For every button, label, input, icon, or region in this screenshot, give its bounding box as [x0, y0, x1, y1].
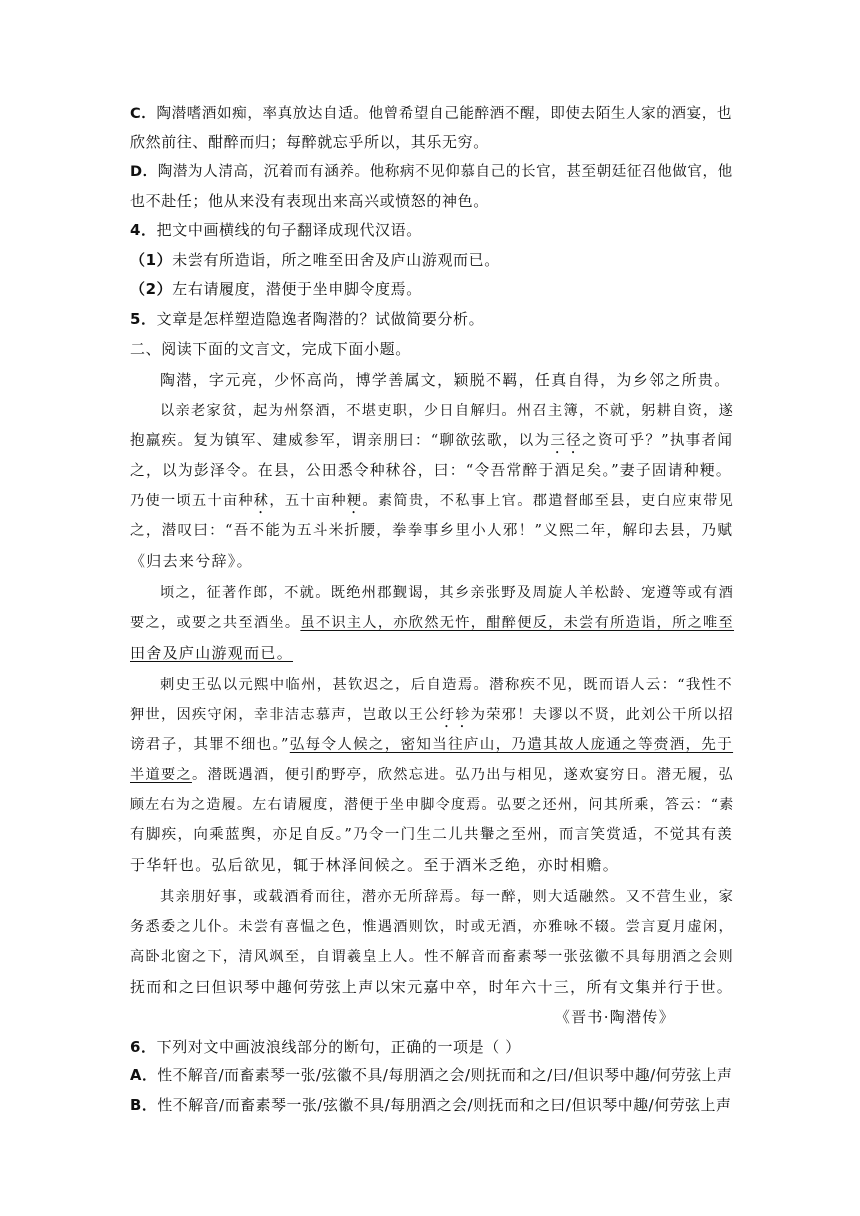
passage-text: 要之，或要之共至酒坐。: [130, 615, 301, 631]
passage-line: 刺史王弘以元熙中临州，甚钦迟之，后自造焉。潜称疾不见，既而语人云：“我性不: [160, 677, 733, 693]
underlined-sentence: 虽不识主人，亦欣然无忤，酣醉便反，未尝有所造诣，所之唯至: [300, 615, 735, 631]
option-letter: A．: [130, 1067, 158, 1084]
question-4: [130, 219, 422, 241]
passage-text: 为荣邪！夫谬以不贤，此刘公干所以招: [470, 707, 735, 723]
question-6: [130, 1036, 521, 1058]
part-text: 未尝有所造诣，所之唯至田舍及庐山游观而已。: [172, 251, 500, 269]
passage-text: 抱羸疾。复为镇军、建威参军，谓亲朋曰：“聊欲弦歌，以为: [130, 433, 551, 449]
question-number: 4．: [130, 221, 157, 239]
passage-line: [130, 612, 734, 634]
passage-line: 其亲朋好事，或载酒肴而往，潜亦无所辞焉。每一醉，则大适融然。又不营生业，家: [160, 889, 735, 905]
passage-line: [130, 764, 734, 786]
underlined-sentence: 弘每令人候之，密知当往庐山，乃遣其故人庞通之等赍酒，先于: [289, 737, 734, 753]
passage-text: 狎世，因疾守闲，幸非洁志慕声，岂敢以王公: [130, 707, 440, 723]
option-text: 陶潜为人清高，沉着而有涵养。他称病不见仰慕自己的长官，甚至朝廷征召他做官，他: [157, 164, 733, 180]
question-4-part-2: [130, 278, 422, 300]
option-letter: B．: [130, 1096, 158, 1114]
passage-line: 抚而和之曰但识琴中趣何劳弦上声以宋元嘉中卒，时年六十三，所有文集并行于世。: [130, 978, 734, 996]
passage-line: [130, 430, 733, 457]
passage-line: 于华轩也。弘后欲见，辄于林泽间候之。至于酒米乏绝，亦时相赡。: [130, 856, 620, 874]
passage-line: 顷之，征著作郎，不就。既绝州郡觐谒，其乡亲张野及周旋人羊松龄、宠遵等或有酒: [160, 585, 735, 601]
passage-line: 顾左右为之造履。左右请履度，潜便于坐申脚令度焉。弘要之还州，问其所乘，答云：“素: [130, 797, 735, 813]
passage-line: 之，以为彭泽令。在县，公田悉令种秫谷，曰：“令吾常醉于酒足矣。”妻子固请种粳。: [130, 462, 732, 479]
option-c: [130, 103, 732, 125]
passage-text: 。潜既遇酒，便引酌野亭，欣然忘进。弘乃出与相见，遂欢宴穷日。潜无履，弘: [191, 767, 735, 783]
passage-text: 乃使一顷五十亩种: [130, 493, 254, 509]
question-5: [130, 308, 484, 330]
dotted-term: 粳: [346, 493, 363, 509]
dotted-term: 三径: [550, 433, 583, 449]
question-number: 5．: [130, 310, 157, 328]
part-number: （2）: [130, 280, 173, 298]
passage-line: 陶潜，字元亮，少怀高尚，博学善属文，颖脱不羁，任真自得，为乡邻之所贵。: [160, 371, 731, 389]
option-a: [130, 1065, 732, 1087]
question-text: 把文中画横线的句子翻译成现代汉语。: [156, 221, 422, 239]
passage-line: 以亲老家贫，起为州祭酒，不堪吏职，少日自解归。州召主簿，不就，躬耕自资，遂: [160, 403, 735, 419]
passage-text: 谤君子，其罪不细也。”: [130, 737, 290, 753]
option-letter: C．: [130, 105, 157, 122]
question-text: 下列对文中画波浪线部分的断句，正确的一项是（ ）: [156, 1038, 521, 1056]
passage-text: 之资可乎？”执事者闻: [582, 433, 734, 449]
option-d: [130, 161, 733, 183]
passage-line: [130, 490, 734, 517]
option-c-continued: 欣然前往、酣醉而归；每醉就忘乎所以，其乐无穷。: [130, 133, 489, 151]
option-letter: D．: [130, 164, 158, 180]
underlined-sentence: 半道要之: [130, 767, 192, 783]
underlined-sentence: 田舍及庐山游观而已。: [130, 644, 294, 662]
passage-line: [130, 734, 733, 756]
question-4-part-1: [130, 249, 500, 271]
passage-source: 《晋书·陶潜传》: [554, 1008, 675, 1026]
question-text: 文章是怎样塑造隐逸者陶潜的？试做简要分析。: [156, 310, 485, 328]
option-text: 性不解音/而畜素琴一张/弦徽不具/每朋酒之会/则抚而和之曰/但识琴中趣/何劳弦上声: [157, 1096, 732, 1114]
passage-line: 之，潜叹曰：“吾不能为五斗米折腰，拳拳事乡里小人邪！”义熙二年，解印去县，乃赋: [130, 523, 734, 539]
option-b: [130, 1094, 732, 1116]
passage-line: [130, 642, 293, 664]
option-text: 性不解音/而畜素琴一张/弦徽不具/每朋酒之会/则抚而和之/曰/但识琴中趣/何劳弦上声: [157, 1067, 733, 1084]
passage-line: 《归去来兮辞》。: [130, 552, 253, 570]
dotted-term: 纡轸: [439, 707, 471, 723]
dotted-term: 秫: [253, 493, 270, 509]
passage-line: 有脚疾，向乘蓝舆，亦足自反。”乃令一门生二儿共轝之至州，而言笑赏适，不觉其有羡: [130, 827, 734, 843]
section-heading: 二、阅读下面的文言文，完成下面小题。: [130, 340, 411, 358]
part-text: 左右请履度，潜便于坐申脚令度焉。: [172, 280, 422, 298]
passage-line: 高卧北窗之下，清风飒至，自谓羲皇上人。性不解音而畜素琴一张弦徽不具每朋酒之会则: [130, 949, 735, 965]
question-number: 6．: [130, 1038, 157, 1056]
passage-text: ，五十亩种: [269, 493, 347, 509]
passage-line: 务悉委之儿仆。未尝有喜愠之色，惟遇酒则饮，时或无酒，亦雅咏不辍。尝言夏月虚闲，: [130, 919, 735, 935]
passage-line: [130, 704, 734, 731]
option-d-continued: 也不赴任；他从来没有表现出来高兴或愤怒的神色。: [130, 192, 489, 210]
part-number: （1）: [130, 251, 173, 269]
option-text: 陶潜嗜酒如痴，率真放达自适。他曾希望自己能醉酒不醒，即使去陌生人家的酒宴，也: [156, 105, 733, 122]
passage-text: 。素简贵，不私事上官。郡遣督邮至县，吏白应束带见: [362, 493, 735, 509]
